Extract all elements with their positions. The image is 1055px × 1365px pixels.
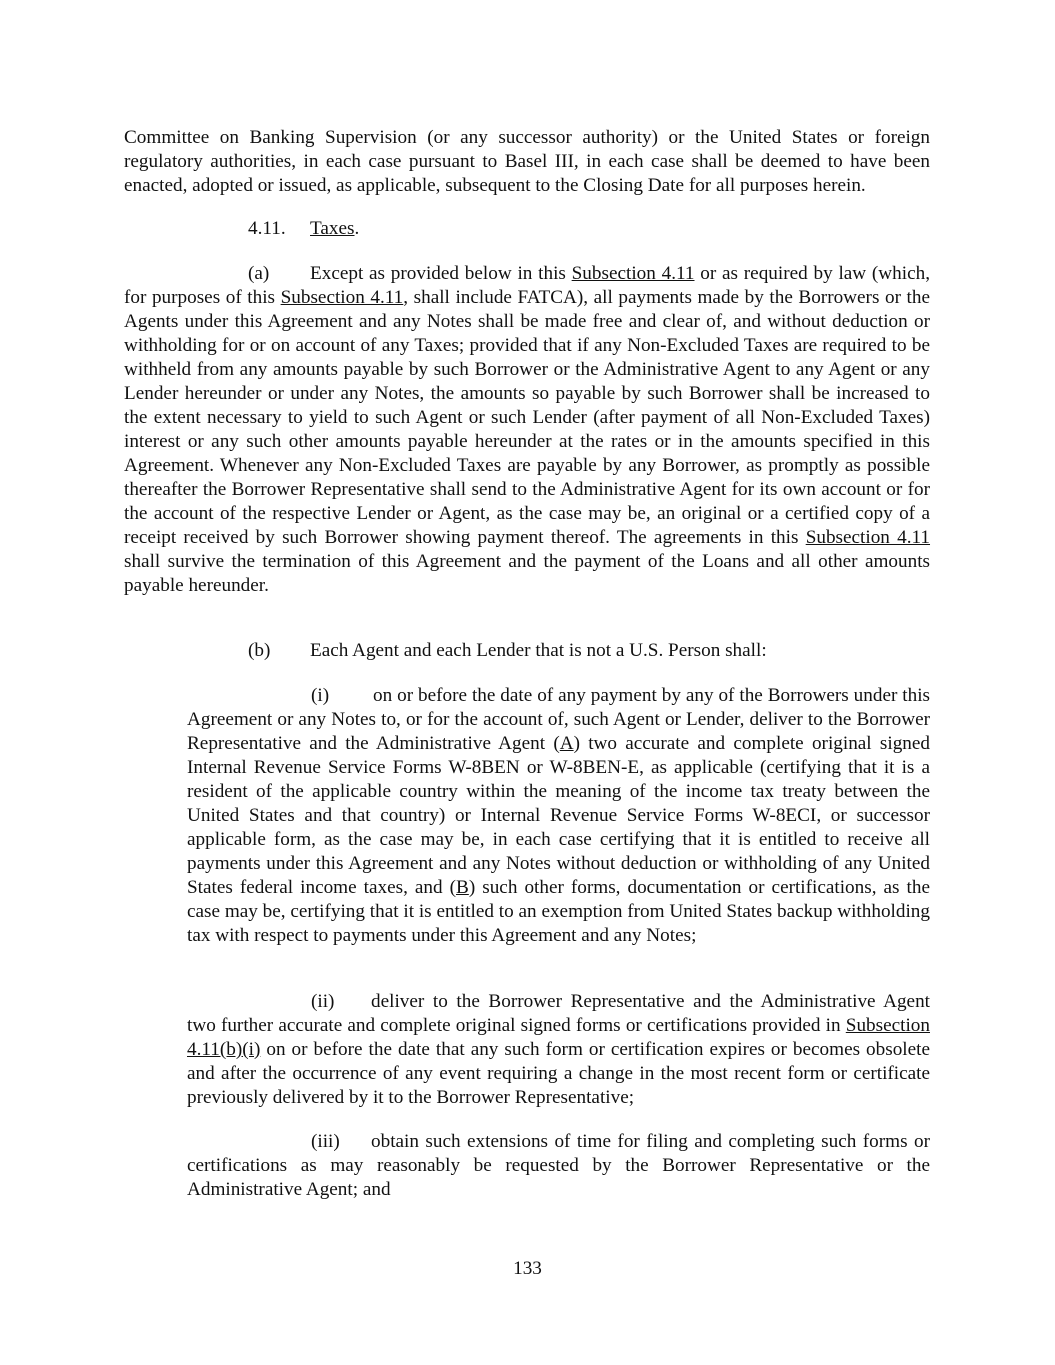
paragraph-b-ii xyxy=(187,990,930,1110)
paragraph-b-i xyxy=(187,684,930,948)
paragraph-a-text-3: , shall include FATCA), all payments made by the Borrowers or the Agents under this Agreement and any Notes shall be made free and clear of, and without deduction or withholding for or on account of any Taxes; provided that if any Non-Excluded Taxes are required to be withheld from any amounts payable by such Borrower or the Administrative Agent to any Agent or any Lender hereunder or under any Notes, the amounts so payable by such Borrower shall be increased to the extent necessary to yield to such Agent or such Lender (after payment of all Non-Excluded Taxes) interest or any such other amounts payable hereunder at the rates or in the amounts specified in this Agreement. Whenever any Non-Excluded Taxes are payable by any Borrower, as promptly as possible thereafter the Borrower Representative shall send to the Administrative Agent for its own account or for the account of the respective Lender or Agent, as the case may be, an original or a certified copy of a receipt received by such Borrower showing payment thereof. The agreements in this xyxy=(124,287,930,548)
paragraph-b-ii-text-1: deliver to the Borrower Representative and the Administrative Agent two further accurate and complete original signed forms or certifications provided in xyxy=(187,991,930,1036)
paragraph-b-ii-label: (ii) xyxy=(311,991,335,1012)
page-number: 133 xyxy=(513,1258,542,1279)
subsection-reference: Subsection 4.11 xyxy=(571,263,695,284)
clause-reference-a: A xyxy=(559,733,574,754)
subsection-reference: Subsection 4.11 xyxy=(280,287,404,308)
paragraph-a-text-2: or as required by law (which, for purposes of this xyxy=(124,263,930,308)
paragraph-b-ii-text-2: on or before the date that any such form or certification expires or becomes obsolete and after the occurrence of any event requiring a change in the most recent form or certificate previously delivered by it to the Borrower Representative; xyxy=(187,1039,930,1108)
paragraph-a-text-4: shall survive the termination of this Agreement and the payment of the Loans and all other amounts payable hereunder. xyxy=(124,551,930,596)
clause-reference-b: B xyxy=(456,877,469,898)
paragraph-b xyxy=(248,639,930,663)
subsection-reference: Subsection 4.11 xyxy=(805,527,931,548)
paragraph-b-i-text-2: ) two accurate and complete original signed Internal Revenue Service Forms W-8BEN or W-8BEN-E, as applicable (certifying that it is a resident of the applicable country within the meaning of the income tax treaty between the United States and that country) or Internal Revenue Service Forms W-8ECI, or successor applicable form, as the case may be, in each case certifying that it is entitled to receive all payments under this Agreement and any Notes without deduction or withholding of any United States federal income taxes, and ( xyxy=(187,733,930,898)
paragraph-a-text-1: Except as provided below in this xyxy=(310,263,572,284)
paragraph-b-iii-text: obtain such extensions of time for filing and completing such forms or certifications as may reasonably be requested by the Borrower Representative or the Administrative Agent; and xyxy=(187,1131,930,1200)
paragraph-a xyxy=(124,262,930,598)
section-number: 4.11. xyxy=(248,218,286,239)
paragraph-b-label: (b) xyxy=(248,640,271,661)
intro-paragraph xyxy=(124,126,930,198)
paragraph-a-label: (a) xyxy=(248,263,270,284)
paragraph-b-iii-label: (iii) xyxy=(311,1131,340,1152)
intro-text: Committee on Banking Supervision (or any successor authority) or the United States or foreign regulatory authorities, in each case pursuant to Basel III, in each case shall be deemed to have been enacted, adopted or issued, as applicable, subsequent to the Closing Date for all purposes herein. xyxy=(124,127,930,196)
section-title-suffix: . xyxy=(354,218,360,239)
paragraph-b-i-text-1: on or before the date of any payment by any of the Borrowers under this Agreement or any Notes to, or for the account of, such Agent or Lender, deliver to the Borrower Representative and the Administrative Agent ( xyxy=(187,685,930,754)
paragraph-b-iii xyxy=(187,1130,930,1202)
subsection-reference: Subsection 4.11(b)(i) xyxy=(187,1015,930,1060)
paragraph-b-i-text-3: ) such other forms, documentation or certifications, as the case may be, certifying that it is entitled to an exemption from United States backup withholding tax with respect to payments under this Agreement and any Notes; xyxy=(187,877,930,946)
paragraph-b-text: Each Agent and each Lender that is not a U.S. Person shall: xyxy=(310,640,767,661)
section-heading xyxy=(248,217,359,241)
section-title: Taxes xyxy=(310,218,355,239)
paragraph-b-i-label: (i) xyxy=(311,685,330,706)
